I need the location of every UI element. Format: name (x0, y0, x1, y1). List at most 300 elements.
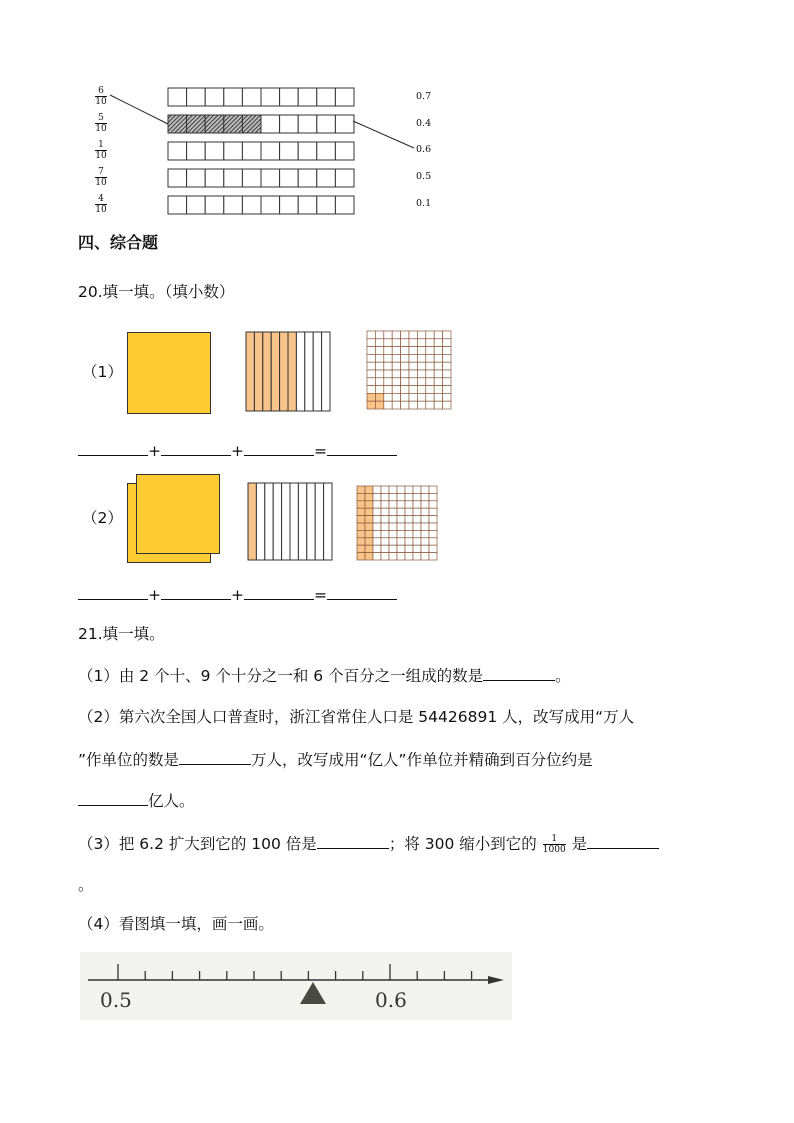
grid-cell (443, 347, 451, 355)
q20-part2-label: （2） (82, 509, 123, 527)
strip-cell (187, 88, 206, 106)
grid-cell (384, 378, 392, 386)
grid-cell (365, 523, 373, 530)
tenth-cell (324, 483, 332, 560)
grid-cell (434, 347, 442, 355)
fraction-1-10: 1 10 (95, 140, 107, 161)
grid-cell (405, 523, 413, 530)
strip-cell (298, 142, 317, 160)
grid-cell (434, 354, 442, 362)
grid-cell (417, 393, 425, 401)
q21-title: 21.填一填。 (78, 625, 165, 643)
grid-cell (434, 331, 442, 339)
grid-cell (392, 347, 400, 355)
grid-cell (392, 393, 400, 401)
grid-cell (384, 347, 392, 355)
fraction-7-10: 7 10 (95, 167, 107, 188)
strip-cell (205, 115, 224, 133)
section-heading: 四、综合题 (78, 233, 159, 252)
connector-line (353, 121, 414, 148)
tenths-strip-2 (247, 482, 333, 562)
fraction-6-10: 6 10 (95, 86, 107, 107)
grid-cell (405, 538, 413, 545)
grid-cell (409, 393, 417, 401)
strip-cell (298, 115, 317, 133)
pointer-triangle (300, 982, 326, 1004)
strip-cell (242, 196, 261, 214)
grid-cell (384, 393, 392, 401)
grid-cell (401, 370, 409, 378)
answer-blank[interactable] (317, 833, 389, 849)
arrow-head (488, 976, 504, 984)
grid-cell (429, 530, 437, 537)
grid-cell (429, 553, 437, 560)
grid-cell (381, 538, 389, 545)
grid-cell (417, 378, 425, 386)
strip-cell (168, 115, 187, 133)
grid-cell (397, 501, 405, 508)
strip-cell (261, 142, 280, 160)
strip-cell (242, 115, 261, 133)
strip-cell (280, 88, 299, 106)
decimal-0.4: 0.4 (416, 118, 432, 129)
strip-cell (317, 88, 336, 106)
q21-part3: （3）把 6.2 扩大到它的 100 倍是 ；将 300 缩小到它的 $\frac{1}{1000}$ 是 (78, 833, 659, 855)
grid-cell (417, 386, 425, 394)
numberline-label-0.6: 0.6 (375, 988, 407, 1012)
strips (168, 88, 354, 214)
grid-cell (381, 523, 389, 530)
grid-cell (429, 538, 437, 545)
grid-cell (421, 538, 429, 545)
grid-cell (397, 553, 405, 560)
decimal-0.1: 0.1 (416, 198, 432, 209)
grid-cell (443, 362, 451, 370)
hundred-grid-1 (366, 330, 452, 410)
grid-cell (357, 493, 365, 500)
strip-cell (261, 169, 280, 187)
grid-cell (357, 530, 365, 537)
grid-cell (443, 331, 451, 339)
grid-cell (389, 553, 397, 560)
grid-cell (417, 347, 425, 355)
answer-blank[interactable] (587, 833, 659, 849)
strip-cell (224, 196, 243, 214)
grid-cell (365, 486, 373, 493)
grid-cell (409, 354, 417, 362)
grid-cell (373, 523, 381, 530)
grid-cell (405, 530, 413, 537)
tenth-cell (290, 483, 298, 560)
strip-cell (224, 115, 243, 133)
tenth-cell (273, 483, 281, 560)
fraction-1-1000: $\frac{1}{1000}$ (542, 834, 566, 855)
q21-part2-line3: 亿人。 (78, 790, 195, 811)
grid-cell (357, 523, 365, 530)
grid-cell (389, 486, 397, 493)
grid-cell (392, 362, 400, 370)
grid-cell (373, 530, 381, 537)
grid-cell (367, 347, 375, 355)
grid-cell (434, 339, 442, 347)
grid-cell (357, 508, 365, 515)
grid-cell (401, 362, 409, 370)
grid-cell (413, 501, 421, 508)
grid-cell (409, 331, 417, 339)
fraction-5-10: 5 10 (95, 113, 107, 134)
grid-cell (381, 486, 389, 493)
grid-cell (373, 538, 381, 545)
yellow-square (127, 332, 211, 414)
tenth-cell (263, 332, 271, 411)
grid-cell (443, 354, 451, 362)
strip-cell (298, 88, 317, 106)
grid-cell (384, 354, 392, 362)
grid-cell (443, 393, 451, 401)
grid-cell (443, 370, 451, 378)
grid-cell (426, 331, 434, 339)
strip-cell (205, 142, 224, 160)
grid-cell (421, 508, 429, 515)
tenth-cell (254, 332, 262, 411)
strip-cell (187, 142, 206, 160)
strip-cell (242, 169, 261, 187)
strip-cell (317, 196, 336, 214)
grid-cell (384, 401, 392, 409)
grid-cell (401, 354, 409, 362)
grid-cell (397, 516, 405, 523)
answer-blank[interactable] (179, 749, 251, 765)
grid-cell (392, 331, 400, 339)
grid-cell (434, 370, 442, 378)
grid-cell (443, 339, 451, 347)
grid-cell (389, 493, 397, 500)
strip-cell (261, 88, 280, 106)
grid-cell (373, 553, 381, 560)
grid-cell (373, 493, 381, 500)
decimal-0.7: 0.7 (416, 91, 432, 102)
strip-cell (205, 169, 224, 187)
grid-cell (413, 516, 421, 523)
tenth-cell (246, 332, 254, 411)
grid-cell (381, 516, 389, 523)
grid-cell (413, 530, 421, 537)
grid-cell (443, 386, 451, 394)
grid-cell (392, 386, 400, 394)
strip-cell (168, 169, 187, 187)
grid-cell (367, 378, 375, 386)
grid-cell (401, 331, 409, 339)
grid-cell (434, 393, 442, 401)
answer-blank[interactable] (327, 584, 397, 600)
grid-cell (429, 486, 437, 493)
grid-cell (397, 486, 405, 493)
grid-cell (397, 493, 405, 500)
grid-cell (426, 378, 434, 386)
grid-cell (429, 545, 437, 552)
grid-cell (384, 370, 392, 378)
grid-cell (443, 401, 451, 409)
strip-cell (242, 88, 261, 106)
grid-cell (397, 538, 405, 545)
grid-cell (409, 401, 417, 409)
strip-cell (205, 196, 224, 214)
grid-cell (417, 362, 425, 370)
grid-cell (401, 393, 409, 401)
grid-cell (357, 516, 365, 523)
grid-cell (357, 486, 365, 493)
grid-cell (375, 401, 383, 409)
grid-cell (375, 339, 383, 347)
tenth-cell (313, 332, 321, 411)
grid-cell (421, 545, 429, 552)
grid-cell (434, 378, 442, 386)
strip-cell (261, 115, 280, 133)
number-line (80, 952, 512, 1020)
strip-cell (298, 169, 317, 187)
strip-cell (187, 169, 206, 187)
grid-cell (389, 538, 397, 545)
grid-cell (375, 378, 383, 386)
grid-cell (365, 545, 373, 552)
grid-cell (417, 354, 425, 362)
grid-cell (426, 393, 434, 401)
answer-blank[interactable] (244, 440, 314, 456)
grid-cell (405, 508, 413, 515)
tenth-cell (298, 483, 306, 560)
tenth-cell (288, 332, 296, 411)
numberline-label-0.5: 0.5 (100, 988, 132, 1012)
grid-cell (392, 370, 400, 378)
grid-cell (373, 486, 381, 493)
grid-cell (367, 393, 375, 401)
grid-cell (367, 386, 375, 394)
answer-blank[interactable] (161, 440, 231, 456)
answer-blank[interactable] (483, 665, 555, 681)
answer-blank[interactable] (327, 440, 397, 456)
tenth-cell (305, 332, 313, 411)
strip-cell (317, 169, 336, 187)
grid-cell (397, 508, 405, 515)
connector-line (110, 95, 168, 124)
grid-cell (429, 508, 437, 515)
grid-cell (375, 347, 383, 355)
grid-cell (384, 331, 392, 339)
grid-cell (365, 508, 373, 515)
grid-cell (384, 386, 392, 394)
strip-cell (224, 88, 243, 106)
grid-cell (426, 354, 434, 362)
grid-cell (392, 354, 400, 362)
grid-cell (373, 508, 381, 515)
grid-cell (375, 354, 383, 362)
strip-cell (335, 115, 354, 133)
grid-cell (429, 493, 437, 500)
grid-cell (434, 362, 442, 370)
grid-cell (409, 386, 417, 394)
grid-cell (389, 501, 397, 508)
grid-cell (426, 347, 434, 355)
yellow-square-front (136, 474, 220, 554)
strip-cell (280, 142, 299, 160)
strip-cell (168, 196, 187, 214)
grid-cell (421, 523, 429, 530)
grid-cell (405, 486, 413, 493)
grid-cell (384, 339, 392, 347)
strip-cell (187, 196, 206, 214)
grid-cell (357, 538, 365, 545)
strip-cell (168, 88, 187, 106)
tenth-cell (265, 483, 273, 560)
grid-cell (426, 362, 434, 370)
grid-cell (426, 401, 434, 409)
grid-cell (405, 516, 413, 523)
grid-cell (443, 378, 451, 386)
tenths-strip-1 (245, 331, 331, 413)
grid-cell (392, 378, 400, 386)
strip-diagram (100, 84, 440, 219)
grid-cell (426, 386, 434, 394)
grid-cell (409, 370, 417, 378)
fraction-4-10: 4 10 (95, 194, 107, 215)
decimal-0.6: 0.6 (416, 144, 432, 155)
q20-part1-label: （1） (82, 363, 123, 381)
grid-cell (421, 501, 429, 508)
grid-cell (434, 386, 442, 394)
grid-cell (357, 545, 365, 552)
grid-cell (375, 331, 383, 339)
grid-cell (375, 386, 383, 394)
answer-blank[interactable] (78, 790, 148, 806)
grid-cell (421, 553, 429, 560)
answer-blank[interactable] (78, 584, 148, 600)
grid-cell (367, 339, 375, 347)
grid-cell (429, 516, 437, 523)
grid-cell (417, 331, 425, 339)
strip-cell (187, 115, 206, 133)
grid-cell (373, 545, 381, 552)
grid-cell (367, 362, 375, 370)
grid-cell (405, 553, 413, 560)
strip-cell (335, 169, 354, 187)
grid-cell (417, 370, 425, 378)
strip-cell (298, 196, 317, 214)
grid-cell (417, 401, 425, 409)
grid-cell (381, 501, 389, 508)
grid-cell (421, 530, 429, 537)
grid-cell (429, 501, 437, 508)
grid-cell (401, 378, 409, 386)
grid-cell (426, 339, 434, 347)
grid-cell (421, 486, 429, 493)
number-line-figure (80, 952, 512, 1020)
grid-cell (409, 362, 417, 370)
strip-cell (261, 196, 280, 214)
grid-cell (429, 523, 437, 530)
strip-cell (280, 196, 299, 214)
q21-part1: （1）由 2 个十、9 个十分之一和 6 个百分之一组成的数是 。 (78, 667, 571, 685)
grid-cell (381, 530, 389, 537)
grid-cell (389, 516, 397, 523)
grid-cell (367, 331, 375, 339)
tenth-cell (256, 483, 264, 560)
answer-blank[interactable] (244, 584, 314, 600)
answer-blank[interactable] (161, 584, 231, 600)
grid-cell (381, 508, 389, 515)
grid-cell (373, 516, 381, 523)
grid-cell (401, 347, 409, 355)
grid-cell (373, 501, 381, 508)
grid-cell (389, 508, 397, 515)
grid-cell (397, 530, 405, 537)
grid-cell (375, 362, 383, 370)
tenth-cell (280, 332, 288, 411)
grid-cell (392, 401, 400, 409)
grid-cell (375, 370, 383, 378)
grid-cell (389, 523, 397, 530)
strip-cell (317, 115, 336, 133)
grid-cell (389, 545, 397, 552)
grid-cell (367, 401, 375, 409)
tenth-cell (315, 483, 323, 560)
grid-cell (365, 516, 373, 523)
grid-cell (381, 493, 389, 500)
grid-cell (401, 339, 409, 347)
q21-part2-line1: （2）第六次全国人口普查时，浙江省常住人口是 54426891 人，改写成用“万人 (78, 708, 635, 726)
grid-cell (357, 501, 365, 508)
grid-cell (384, 362, 392, 370)
tenth-cell (307, 483, 315, 560)
grid-cell (381, 545, 389, 552)
strip-cell (317, 142, 336, 160)
grid-cell (421, 493, 429, 500)
grid-cell (367, 354, 375, 362)
strip-cell (280, 169, 299, 187)
grid-cell (426, 370, 434, 378)
grid-cell (413, 545, 421, 552)
grid-cell (392, 339, 400, 347)
grid-cell (413, 538, 421, 545)
grid-cell (381, 553, 389, 560)
grid-cell (365, 538, 373, 545)
grid-cell (421, 516, 429, 523)
grid-cell (397, 545, 405, 552)
grid-cell (417, 339, 425, 347)
answer-blank[interactable] (78, 440, 148, 456)
tenth-cell (282, 483, 290, 560)
grid-cell (401, 401, 409, 409)
grid-cell (405, 545, 413, 552)
grid-cell (365, 493, 373, 500)
grid-cell (413, 523, 421, 530)
q20-equation-1: + + = (78, 440, 397, 461)
tenth-cell (322, 332, 330, 411)
q21-part2-line2: ”作单位的数是 万人，改写成用“亿人”作单位并精确到百分位约是 (78, 751, 593, 769)
grid-cell (413, 486, 421, 493)
strip-cell (335, 196, 354, 214)
grid-cell (397, 523, 405, 530)
decimal-0.5: 0.5 (416, 171, 432, 182)
grid-cell (367, 370, 375, 378)
q20-equation-2: + + = (78, 584, 397, 605)
strip-cell (224, 142, 243, 160)
strip-cell (242, 142, 261, 160)
grid-cell (405, 501, 413, 508)
strip-cell (280, 115, 299, 133)
grid-cell (365, 501, 373, 508)
strip-cell (205, 88, 224, 106)
strip-cell (335, 88, 354, 106)
